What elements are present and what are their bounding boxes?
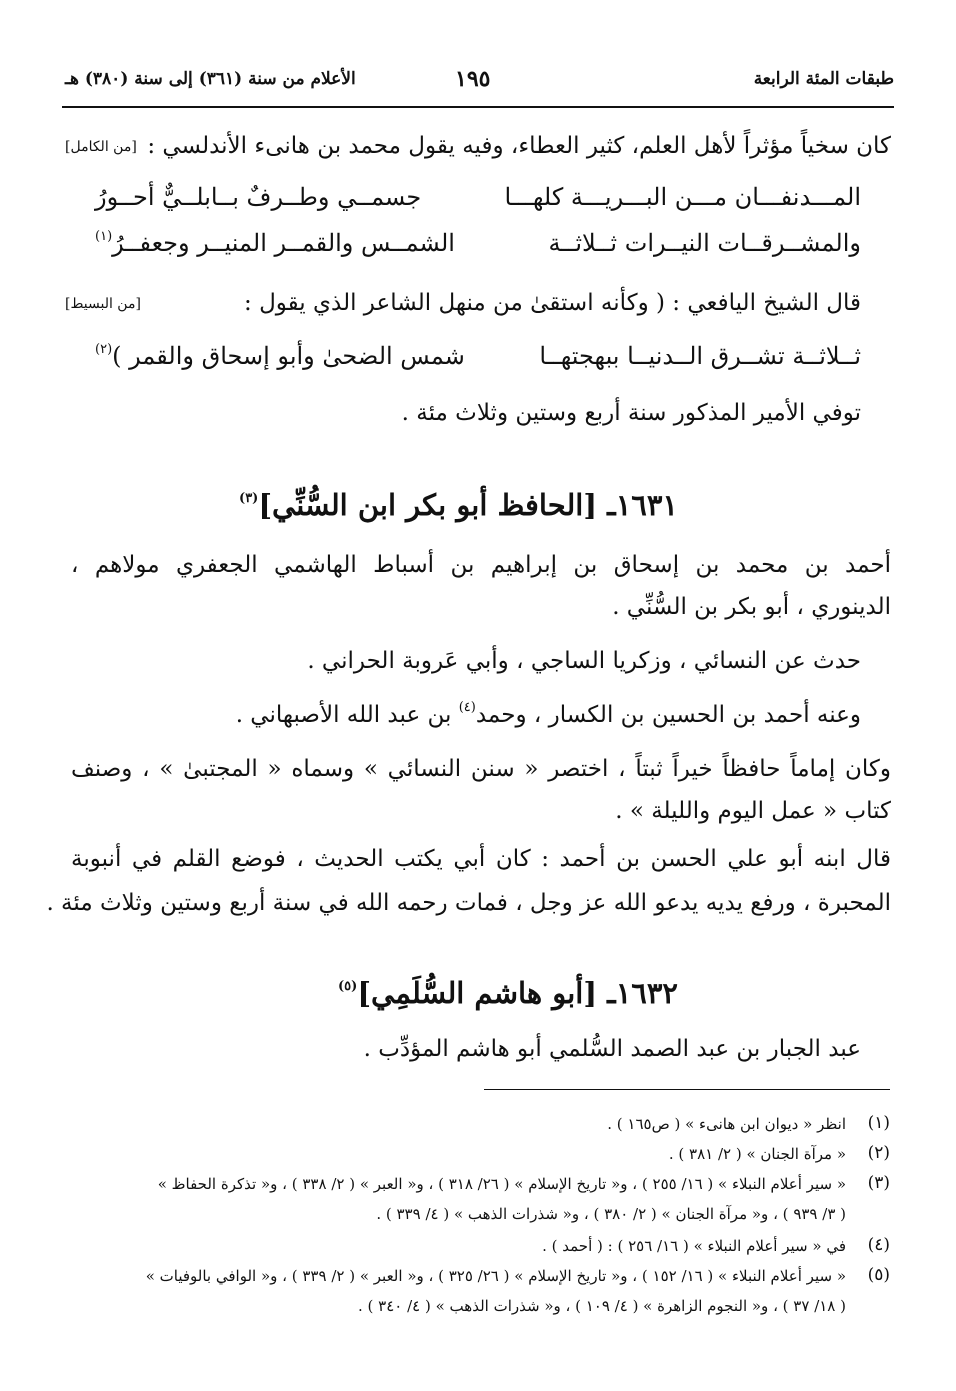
footnote-text-continued: ( ٣/ ٩٣٩ ) ، و« مرآة الجنان » ( ٢/ ٣٨٠ ) ، و« شذرات الذهب » ( ٤/ ٣٣٩ ) . bbox=[376, 1205, 846, 1223]
footnote-ref-1: (١) bbox=[95, 229, 113, 244]
footnote-number: (٣) bbox=[867, 1173, 890, 1193]
footnote-number: (١) bbox=[867, 1113, 890, 1133]
footnote-text: « مرآة الجنان » ( ٢/ ٣٨١ ) . bbox=[668, 1145, 846, 1163]
entry-1631-title: ١٦٣١ـ [الحافظ أبو بكر ابن السُّنِّي]$^{(٣)}$ bbox=[239, 488, 678, 522]
verse-3-second-hemistich: شمس الضحىٰ وأبو إسحاق والقمر )$^{(٢)}$ bbox=[95, 342, 465, 370]
entry-1632-line-1: عبد الجبار بن عبد الصمد السُّلمي أبو هاشم المؤدِّب . bbox=[363, 1036, 861, 1062]
entry-1631-line-2: الدينوري ، أبو بكر بن السُّنِّي . bbox=[612, 594, 891, 620]
footnote-text-continued: ( ١٨/ ٣٧ ) ، و« النجوم الزاهرة » ( ٤/ ١٠٩ ) ، و« شذرات الذهب » ( ٤/ ٣٤٠ ) . bbox=[358, 1297, 846, 1315]
footnote-ref-5: (٥) bbox=[338, 979, 358, 995]
death-note: توفي الأمير المذكور سنة أربع وستين وثلاث مئة . bbox=[401, 400, 861, 426]
footnote-number: (٤) bbox=[867, 1235, 890, 1255]
yafii-quote-intro: قال الشيخ اليافعي : ( وكأنه استقىٰ من منهل الشاعر الذي يقول : bbox=[244, 290, 861, 316]
entry-1631-teachers: حدث عن النسائي ، وزكريا الساجي ، وأبي عَروبة الحراني . bbox=[307, 648, 861, 674]
footnote-text: « سير أعلام النبلاء » ( ١٦/ ٢٥٥ ) ، و« تاريخ الإسلام » ( ٢٦/ ٣١٨ ) ، و« العبر » ( ٢/ ٣٣٨ ) ، و« تذكرة الحفاظ » bbox=[157, 1175, 846, 1193]
verse-1-second-hemistich: جسمــي وطــرفٌ بــابلــيٌّ أحــورُ bbox=[95, 183, 422, 211]
entry-1631-line-1: أحمد بن محمد بن إسحاق بن إبراهيم بن أسباط الهاشمي الجعفري مولاهم ، bbox=[71, 552, 891, 578]
meter-label-basit: [من البسيط] bbox=[65, 296, 141, 312]
page-number: ١٩٥ bbox=[455, 66, 491, 92]
running-header-period: الأعلام من سنة (٣٦١) إلى سنة (٣٨٠) هـ bbox=[65, 69, 356, 89]
meter-label-kamil: [من الكامل] bbox=[65, 139, 137, 155]
intro-paragraph: كان سخياً مؤثراً لأهل العلم، كثير العطاء، وفيه يقول محمد بن هانىء الأندلسي : bbox=[147, 133, 891, 159]
entry-1632-title: ١٦٣٢ـ [أبو هاشم السُّلَمِي]$^{(٥)}$ bbox=[338, 976, 678, 1010]
entry-1631-students: وعنه أحمد بن الحسين بن الكسار ، وحمد$^{(٤)}$ بن عبد الله الأصبهاني . bbox=[235, 700, 861, 728]
entry-1631-works-line-1: وكان إماماً حافظاً خيراً ثبتاً ، اختصر « سنن النسائي » وسماه « المجتبىٰ » ، وصنف bbox=[71, 756, 891, 782]
running-header-book-section: طبقات المئة الرابعة bbox=[753, 69, 894, 89]
verse-1-first-hemistich: المـــدنفـــان مـــن البـــريـــة كلهـــا bbox=[504, 183, 861, 211]
footnote-text: في « سير أعلام النبلاء » ( ١٦/ ٢٥٦ ) : ( أحمد ) . bbox=[542, 1237, 846, 1255]
entry-1631-works-line-2: كتاب « عمل اليوم والليلة » . bbox=[615, 798, 891, 824]
footnote-ref-3: (٣) bbox=[239, 491, 259, 507]
footnote-number: (٥) bbox=[867, 1265, 890, 1285]
entry-1631-death-line-2: المحبرة ، ورفع يديه يدعو الله عز وجل ، فمات رحمه الله في سنة أربع وستين وثلاث مئة . bbox=[46, 890, 891, 916]
verse-2-second-hemistich: الشمــس والقمــر المنيــر وجعفــرُ$^{(١)}$ bbox=[95, 229, 455, 257]
verse-3-first-hemistich: ثــلاثــة تشــرق الــدنيــا ببهجتهــا bbox=[539, 342, 861, 370]
verse-2-first-hemistich: والمشــرقــات النيــرات ثــلاثــة bbox=[548, 229, 861, 257]
footnote-number: (٢) bbox=[867, 1143, 890, 1163]
footnote-ref-4: (٤) bbox=[458, 700, 476, 716]
footnote-rule bbox=[484, 1089, 890, 1090]
footnote-ref-2: (٢) bbox=[95, 342, 113, 357]
footnote-text: « سير أعلام النبلاء » ( ١٦/ ١٥٢ ) ، و« تاريخ الإسلام » ( ٢٦/ ٣٢٥ ) ، و« العبر » ( ٢/ ٣٣٩ ) ، و« الوافي بالوفيات » bbox=[145, 1267, 846, 1285]
footnote-text: انظر « ديوان ابن هانىء » ( ص١٦٥ ) . bbox=[607, 1115, 846, 1133]
header-rule bbox=[62, 106, 894, 108]
entry-1631-death-line-1: قال ابنه أبو علي الحسن بن أحمد : كان أبي يكتب الحديث ، فوضع القلم في أنبوبة bbox=[71, 846, 891, 872]
